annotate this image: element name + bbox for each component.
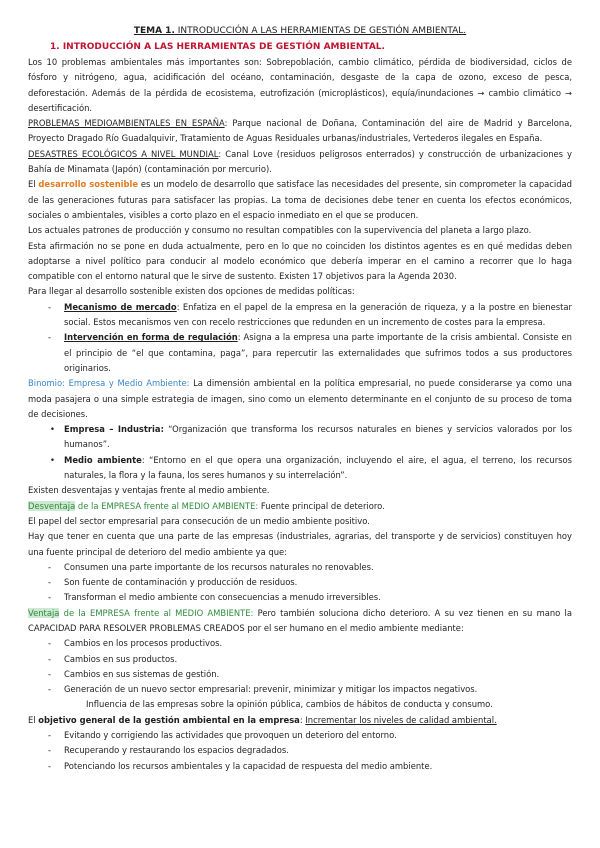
paragraph-world: DESASTRES ECOLÓGICOS A NIVEL MUNDIAL: Canal Love (residuos peligrosos enterrados) y construcción de urbanizaciones y Bahía de Minamata (Japón) (contaminación por mercurio).: [28, 148, 572, 175]
list-item: • Medio ambiente: “Entorno en el que opera una organización, incluyendo el aire, el agua, el terreno, los recursos naturales, la flora y la fauna, los seres humanos y su interrelación”.: [28, 453, 572, 484]
document-page: [28, 24, 572, 774]
document-title: TEMA 1. INTRODUCCIÓN A LAS HERRAMIENTAS DE GESTIÓN AMBIENTAL.: [133, 26, 467, 36]
list-item: • Empresa – Industria: “Organización que transforma los recursos naturales en bienes y servicios valorados por los humanos”.: [28, 422, 572, 453]
list-item: - Transforman el medio ambiente con consecuencias a menudo irreversibles.: [28, 590, 572, 605]
paragraph-patterns: Los actuales patrones de producción y consumo no resultan compatibles con la supervivencia del planeta a largo plazo.: [28, 225, 532, 236]
list-item: - Cambios en sus sistemas de gestión.: [28, 667, 572, 682]
paragraph-agreement: Esta afirmación no se pone en duda actualmente, pero en lo que no coinciden los distintos agentes es en qué medidas deben adoptarse a nivel político para conducir al modelo económico que debería imperar en el camino a recorrer que lo haga compatible con el entorno natural que le sirve de sustento. Existen 17 objetivos para la Agenda 2030.: [28, 240, 572, 282]
list-item: - Consumen una parte importante de los recursos naturales no renovables.: [28, 560, 572, 575]
list-solutions: [28, 636, 572, 697]
paragraph-role: El papel del sector empresarial para consecución de un medio ambiente positivo.: [28, 515, 370, 526]
paragraph-sustainable: El desarrollo sostenible es un modelo de desarrollo que satisface las necesidades del presente, sin comprometer la capacidad de las generaciones futuras para satisfacer las propias. La toma de decisiones debe tener en cuenta los efectos económicos, sociales o ambientales, visibles a corto plazo en el espacio inmediato en el que se producen.: [28, 179, 572, 220]
list-objectives: [28, 728, 572, 774]
paragraph-influence: Influencia de las empresas sobre la opinión pública, cambios de hábitos de conducta y consumo.: [86, 699, 493, 710]
list-item: - Recuperando y restaurando los espacios degradados.: [28, 743, 572, 758]
list-definitions: [28, 422, 572, 483]
paragraph-disadvantage: Desventaja de la EMPRESA frente al MEDIO AMBIENTE: Fuente principal de deterioro.: [28, 500, 385, 511]
paragraph-companies: Hay que tener en cuenta que una parte de las empresas (industriales, agrarias, del transporte y de servicios) constituyen hoy una fuente principal de deterioro del medio ambiente ya que:: [28, 531, 572, 557]
list-item: - Son fuente de contaminación y producción de residuos.: [28, 575, 572, 590]
list-deterioration: [28, 560, 572, 606]
list-item: - Evitando y corrigiendo las actividades que provoquen un deterioro del entorno.: [28, 728, 572, 743]
list-item: - Mecanismo de mercado: Enfatiza en el papel de la empresa en la generación de riqueza, y a la postre en bienestar social. Estos mecanismos ven con recelo restricciones que redunden en un incremento de costes para la empresa.: [28, 300, 572, 331]
paragraph-pros-cons: Existen desventajas y ventajas frente al medio ambiente.: [28, 485, 270, 496]
list-item: - Cambios en sus productos.: [28, 652, 572, 667]
paragraph-advantage: Ventaja de la EMPRESA frente al MEDIO AMBIENTE: Pero también soluciona dicho deterioro. A su vez tienen en su mano la CAPACIDAD PARA RESOLVER PROBLEMAS CREADOS por el ser humano en el medio ambiente mediante:: [28, 607, 572, 633]
list-item: - Generación de un nuevo sector empresarial: prevenir, minimizar y mitigar los impactos negativos.: [28, 682, 572, 697]
section-heading: 1. INTRODUCCIÓN A LAS HERRAMIENTAS DE GESTIÓN AMBIENTAL.: [50, 42, 385, 52]
paragraph-problems: Los 10 problemas ambientales más importantes son: Sobrepoblación, cambio climático, pérdida de biodiversidad, ciclos de fósforo y nitrógeno, agua, acidificación del océano, contaminación, desgaste de la capa de ozono, exceso de pesca, deforestación. Además de la pérdida de ecosistema, eutrofización (microplásticos), equía/inundaciones → cambio climático → desertificación.: [28, 57, 572, 113]
list-item: - Intervención en forma de regulación: Asigna a la empresa una parte importante de la crisis ambiental. Consiste en el principio de “el que contamina, paga”, para repercutir las externalidades que sufrimos todos a sus productores originarios.: [28, 330, 572, 376]
list-item: - Potenciando los recursos ambientales y la capacidad de respuesta del medio ambiente.: [28, 759, 572, 774]
paragraph-spain: PROBLEMAS MEDIOAMBIENTALES EN ESPAÑA: Parque nacional de Doñana, Contaminación del aire de Madrid y Barcelona, Proyecto Dragado Río Guadalquivir, Tratamiento de Aguas Residuales urbanas/industriales, Vertederos ilegales en España.: [28, 118, 572, 144]
paragraph-binomio: Binomio: Empresa y Medio Ambiente: La dimensión ambiental en la política empresarial, no puede considerarse ya como una moda pasajera o una simple estrategia de imagen, sino como un elemento determinante en el conjunto de su proceso de toma de decisiones.: [28, 378, 573, 419]
paragraph-options: Para llegar al desarrollo sostenible existen dos opciones de medidas políticas:: [28, 286, 355, 297]
paragraph-objective: El objetivo general de la gestión ambiental en la empresa: Incrementar los niveles de calidad ambiental.: [28, 714, 497, 725]
list-political-measures: [28, 300, 572, 376]
list-item: - Cambios en los procesos productivos.: [28, 636, 572, 651]
